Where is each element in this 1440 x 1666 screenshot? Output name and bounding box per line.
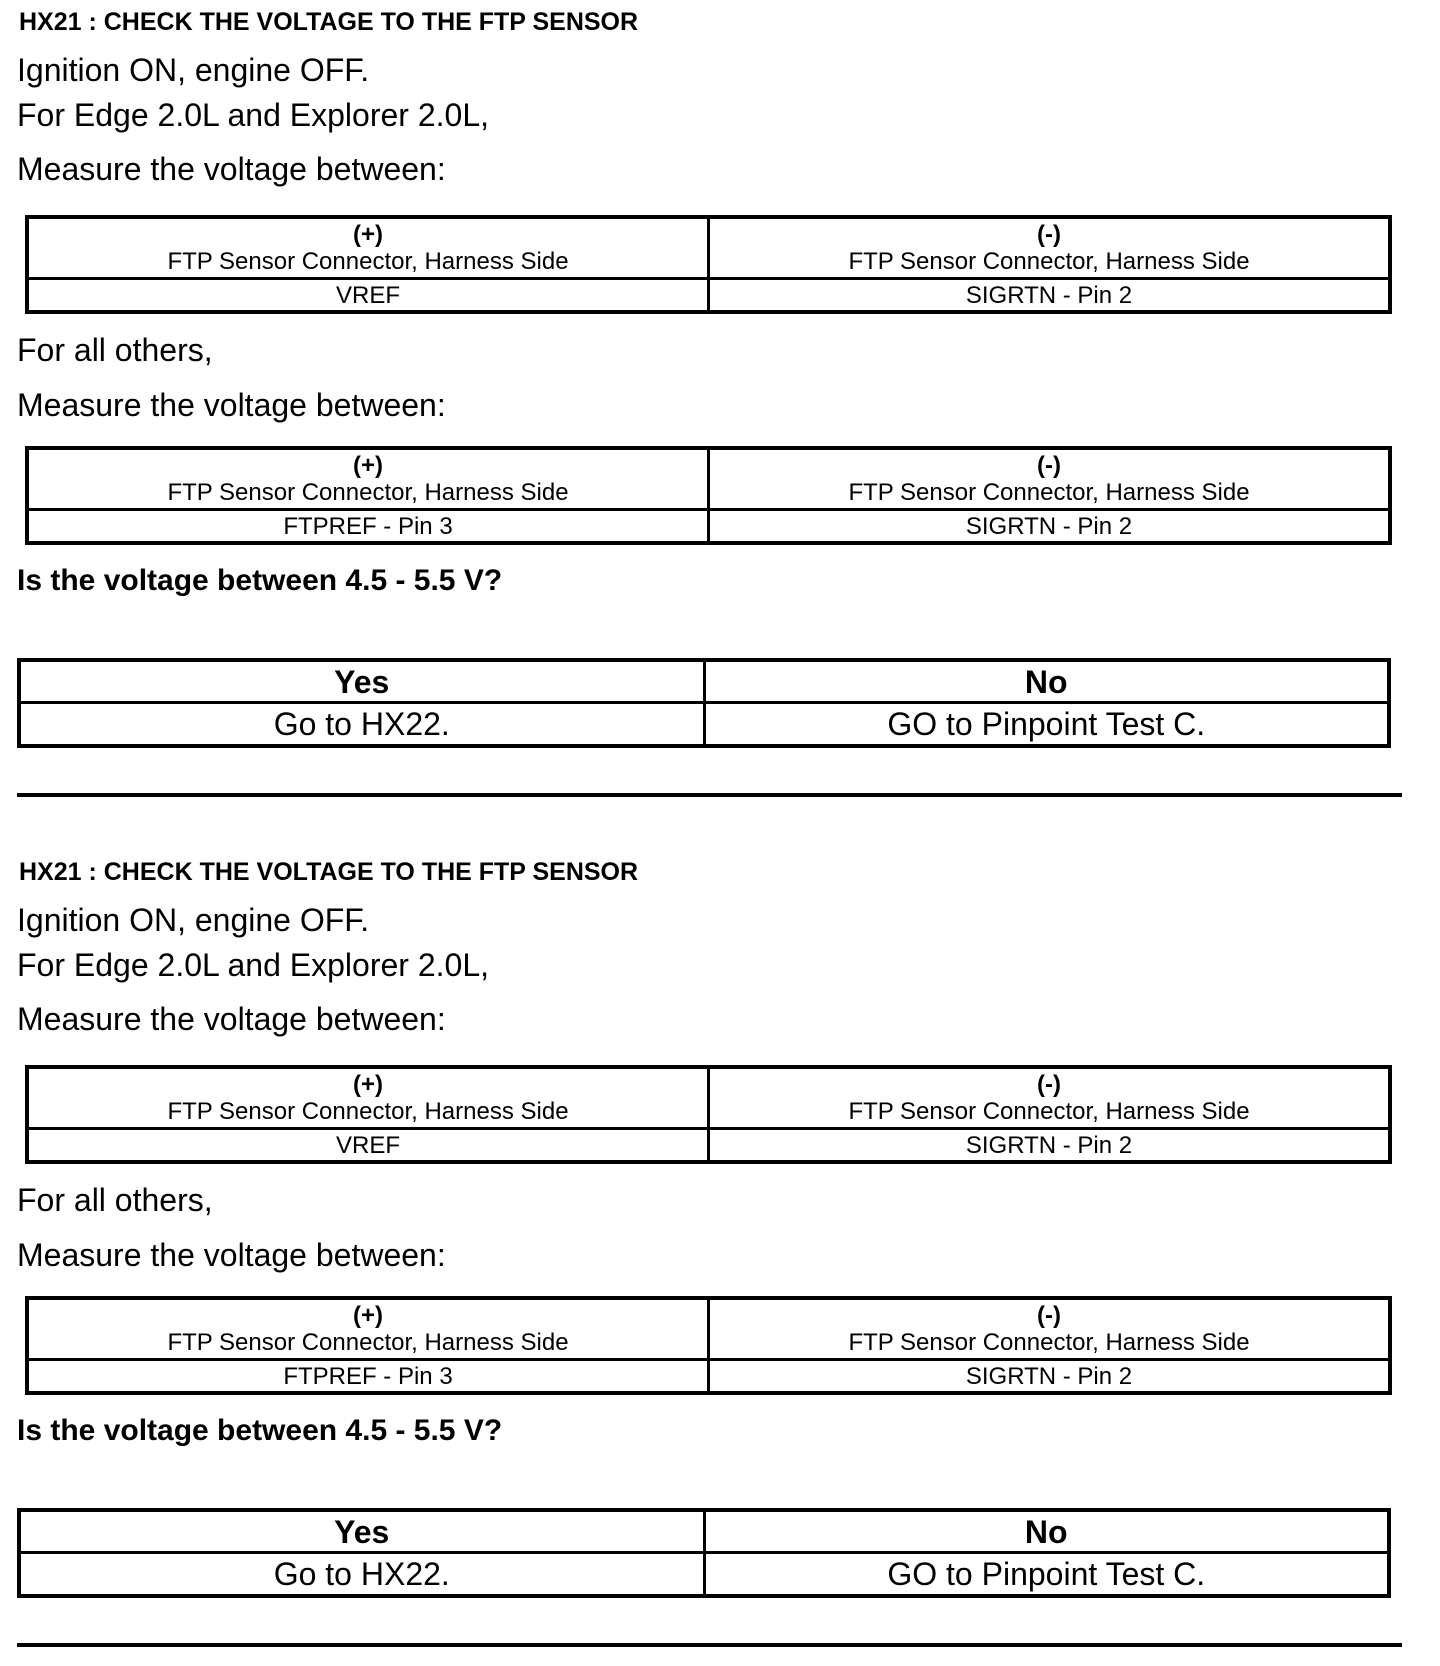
negative-sign: (-)	[1037, 452, 1061, 479]
positive-connector-label: FTP Sensor Connector, Harness Side	[167, 248, 569, 275]
positive-probe-header	[27, 1298, 709, 1360]
no-header: No	[704, 1510, 1389, 1553]
positive-pin-value: FTPREF - Pin 3	[27, 1360, 709, 1394]
yes-action: Go to HX22.	[19, 703, 704, 747]
positive-sign: (+)	[353, 1302, 383, 1329]
condition-text: Ignition ON, engine OFF.	[17, 902, 370, 938]
measure-intro-text: Measure the voltage between:	[17, 1001, 446, 1037]
positive-probe-header	[27, 448, 709, 510]
negative-probe-header	[709, 217, 1391, 279]
yes-action: Go to HX22.	[19, 1553, 704, 1597]
voltage-question: Is the voltage between 4.5 - 5.5 V?	[17, 1414, 503, 1447]
vehicle-intro-text: For Edge 2.0L and Explorer 2.0L,	[17, 947, 489, 983]
no-header: No	[704, 660, 1389, 703]
positive-connector-label: FTP Sensor Connector, Harness Side	[167, 1329, 569, 1356]
voltage-question: Is the voltage between 4.5 - 5.5 V?	[17, 564, 503, 597]
positive-connector-label: FTP Sensor Connector, Harness Side	[167, 479, 569, 506]
positive-pin-value: VREF	[27, 279, 709, 313]
section-divider	[17, 1643, 1402, 1647]
negative-connector-label: FTP Sensor Connector, Harness Side	[848, 479, 1250, 506]
measure-intro-text: Measure the voltage between:	[17, 1237, 446, 1273]
negative-pin-value: SIGRTN - Pin 2	[709, 1129, 1391, 1163]
positive-sign: (+)	[353, 452, 383, 479]
negative-connector-label: FTP Sensor Connector, Harness Side	[848, 248, 1250, 275]
no-action: GO to Pinpoint Test C.	[704, 703, 1389, 747]
measurement-table-edge-explorer	[25, 1065, 1392, 1164]
vehicle-intro-text: For Edge 2.0L and Explorer 2.0L,	[17, 97, 489, 133]
positive-probe-header	[27, 217, 709, 279]
yes-no-table	[17, 1508, 1391, 1598]
negative-probe-header	[709, 1067, 1391, 1129]
negative-sign: (-)	[1037, 221, 1061, 248]
step-title: HX21 : CHECK THE VOLTAGE TO THE FTP SENSOR	[19, 858, 639, 886]
negative-sign: (-)	[1037, 1071, 1061, 1098]
positive-connector-label: FTP Sensor Connector, Harness Side	[167, 1098, 569, 1125]
positive-probe-header	[27, 1067, 709, 1129]
no-action: GO to Pinpoint Test C.	[704, 1553, 1389, 1597]
positive-pin-value: VREF	[27, 1129, 709, 1163]
condition-text: Ignition ON, engine OFF.	[17, 52, 370, 88]
yes-header: Yes	[19, 1510, 704, 1553]
measure-intro-text: Measure the voltage between:	[17, 151, 446, 187]
negative-probe-header	[709, 448, 1391, 510]
yes-no-table	[17, 658, 1391, 748]
negative-connector-label: FTP Sensor Connector, Harness Side	[848, 1098, 1250, 1125]
positive-sign: (+)	[353, 221, 383, 248]
section-divider	[17, 793, 1402, 797]
measurement-table-all-others	[25, 1296, 1392, 1395]
negative-pin-value: SIGRTN - Pin 2	[709, 510, 1391, 544]
step-title: HX21 : CHECK THE VOLTAGE TO THE FTP SENSOR	[19, 8, 639, 36]
others-intro-text: For all others,	[17, 1182, 213, 1218]
negative-pin-value: SIGRTN - Pin 2	[709, 279, 1391, 313]
negative-connector-label: FTP Sensor Connector, Harness Side	[848, 1329, 1250, 1356]
positive-pin-value: FTPREF - Pin 3	[27, 510, 709, 544]
measurement-table-all-others	[25, 446, 1392, 545]
others-intro-text: For all others,	[17, 332, 213, 368]
yes-header: Yes	[19, 660, 704, 703]
positive-sign: (+)	[353, 1071, 383, 1098]
negative-pin-value: SIGRTN - Pin 2	[709, 1360, 1391, 1394]
negative-probe-header	[709, 1298, 1391, 1360]
measurement-table-edge-explorer	[25, 215, 1392, 314]
negative-sign: (-)	[1037, 1302, 1061, 1329]
measure-intro-text: Measure the voltage between:	[17, 387, 446, 423]
